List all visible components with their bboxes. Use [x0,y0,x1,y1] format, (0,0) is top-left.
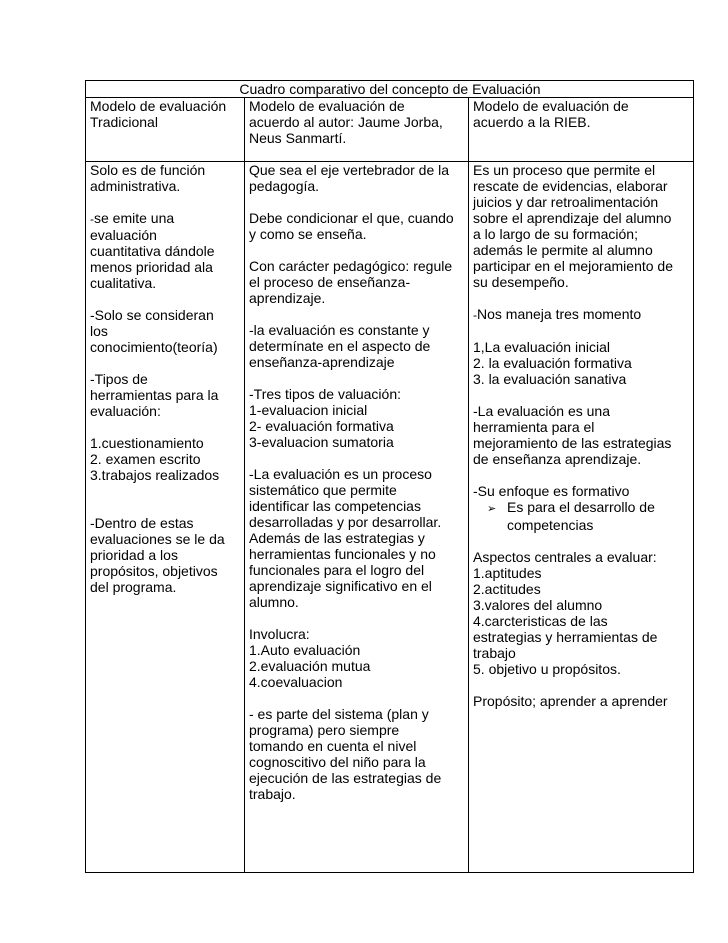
text-line: 3-evaluacion sumatoria [249,434,394,450]
text-line: evaluación [90,227,157,243]
text-line: Involucra: [249,626,310,642]
text-line: propósitos, objetivos [90,563,218,579]
text-line: y como se enseña. [249,226,367,242]
text-line: cognoscitivo del niño para la [249,754,426,770]
text-line: pedagogía. [249,178,320,194]
text-line: Además de las estrategias y [249,530,425,546]
text-line: 3. la evaluación sanativa [473,371,627,387]
content-row [86,162,694,873]
text-line: evaluaciones se le da [90,531,225,547]
text-line: herramientas funcionales y no [249,546,436,562]
text-line: 2.evaluación mutua [249,658,371,674]
text-line: identificar las competencias [249,498,421,514]
header-traditional [86,98,245,162]
text-line: juicios y dar retroalimentación [473,194,659,210]
text-line: desarrolladas y por desarrollar. [249,514,442,530]
bullet-item [473,499,690,517]
header-line: Tradicional [90,114,158,130]
arrow-bullet-icon: ➢ [487,503,497,515]
text-line: Que sea el eje vertebrador de la [249,162,450,178]
text-line: alumno. [249,594,299,610]
text-line: Aspectos centrales a evaluar: [473,549,657,565]
text-line: Es un proceso que permite el [473,162,656,178]
header-rieb [469,98,694,162]
bullet-text: Es para el desarrollo de [507,499,655,515]
text-line: 2. examen escrito [90,451,201,467]
text-line: el proceso de enseñanza- [249,274,411,290]
text-line: -la evaluación es constante y [249,322,430,338]
header-line: Modelo de evaluación de [473,98,629,114]
bullet-text: competencias [507,517,594,533]
text-line: aprendizaje. [249,290,326,306]
text-line: de enseñanza aprendizaje. [473,451,642,467]
text-line: su desempeño. [473,274,569,290]
header-jorba-sanmarti [245,98,469,162]
text-line: herramientas para la [90,387,219,403]
text-line: 4.coevaluacion [249,674,343,690]
text-line: 1.Auto evaluación [249,642,361,658]
title-row [86,81,694,98]
text-line: tomando en cuenta el nivel [249,738,417,754]
text-line: sobre el aprendizaje del alumno [473,210,672,226]
header-line: acuerdo al autor: Jaume Jorba, [249,114,443,130]
text-line: aprendizaje significativo en el [249,578,432,594]
text-line: determínate en el aspecto de [249,338,431,354]
text-line: trabajo. [249,786,296,802]
header-line: Modelo de evaluación de [249,98,405,114]
text-line: menos prioridad ala [90,259,213,275]
header-line: acuerdo a la RIEB. [473,114,591,130]
text-line: -Dentro de estas [90,515,194,531]
table-title: Cuadro comparativo del concepto de Evaluación [86,81,694,98]
text-line: 4.carcteristicas de las [473,613,608,629]
text-line: sistemático que permite [249,482,397,498]
text-line: Solo es de función [90,162,206,178]
text-line: Debe condicionar el que, cuando [249,210,454,226]
text-line [90,210,241,227]
text-line: -La evaluación es una [473,403,610,419]
text-line: del programa. [90,579,177,595]
text-line: 1,La evaluación inicial [473,339,610,355]
text-line: 2.actitudes [473,581,541,597]
text-line [473,306,690,323]
text-fragment: se emite una [94,210,175,226]
text-line: 1.aptitudes [473,565,542,581]
text-line: herramienta para el [473,419,595,435]
text-line: trabajo [473,645,516,661]
text-line: cualitativa. [90,275,157,291]
text-line: 3.trabajos realizados [90,467,220,483]
text-line: mejoramiento de las estrategias [473,435,672,451]
text-line: rescate de evidencias, elaborar [473,178,668,194]
text-line: 2. la evaluación formativa [473,355,632,371]
text-line: - es parte del sistema (plan y [249,706,429,722]
dash: - [90,212,94,226]
text-line: -Tres tipos de valuación: [249,386,401,402]
text-line: estrategias y herramientas de [473,629,658,645]
text-line: funcionales para el logro del [249,562,425,578]
text-line: evaluación: [90,403,161,419]
text-line: participar en el mejoramiento de [473,258,673,274]
text-line: -La evaluación es un proceso [249,466,432,482]
text-line: además le permite al alumno [473,242,653,258]
text-line: -Tipos de [90,371,148,387]
content-rieb [469,162,694,873]
text-line: 2- evaluación formativa [249,418,394,434]
text-line: enseñanza-aprendizaje [249,354,395,370]
dash: - [473,308,477,322]
text-line: 3.valores del alumno [473,597,603,613]
text-line: cuantitativa dándole [90,243,215,259]
text-line: ejecución de las estrategias de [249,770,442,786]
header-line: Modelo de evaluación [90,98,227,114]
text-line: a lo largo de su formación; [473,226,638,242]
comparison-table [85,80,694,873]
text-line: los [90,323,108,339]
text-fragment: Nos maneja tres momento [477,306,642,322]
content-jorba-sanmarti [245,162,469,873]
text-line: administrativa. [90,178,181,194]
header-line: Neus Sanmartí. [249,130,347,146]
text-line: programa) pero siempre [249,722,400,738]
text-line: 1-evaluacion inicial [249,402,368,418]
text-line: conocimiento(teoría) [90,339,218,355]
text-line: Con carácter pedagógico: regule [249,258,453,274]
content-traditional [86,162,245,873]
text-line: 1.cuestionamiento [90,435,204,451]
text-line: prioridad a los [90,547,178,563]
text-line: Propósito; aprender a aprender [473,693,668,709]
header-row [86,98,694,162]
text-line: -Su enfoque es formativo [473,483,630,499]
text-line: 5. objetivo u propósitos. [473,661,621,677]
text-line: -Solo se consideran [90,307,214,323]
